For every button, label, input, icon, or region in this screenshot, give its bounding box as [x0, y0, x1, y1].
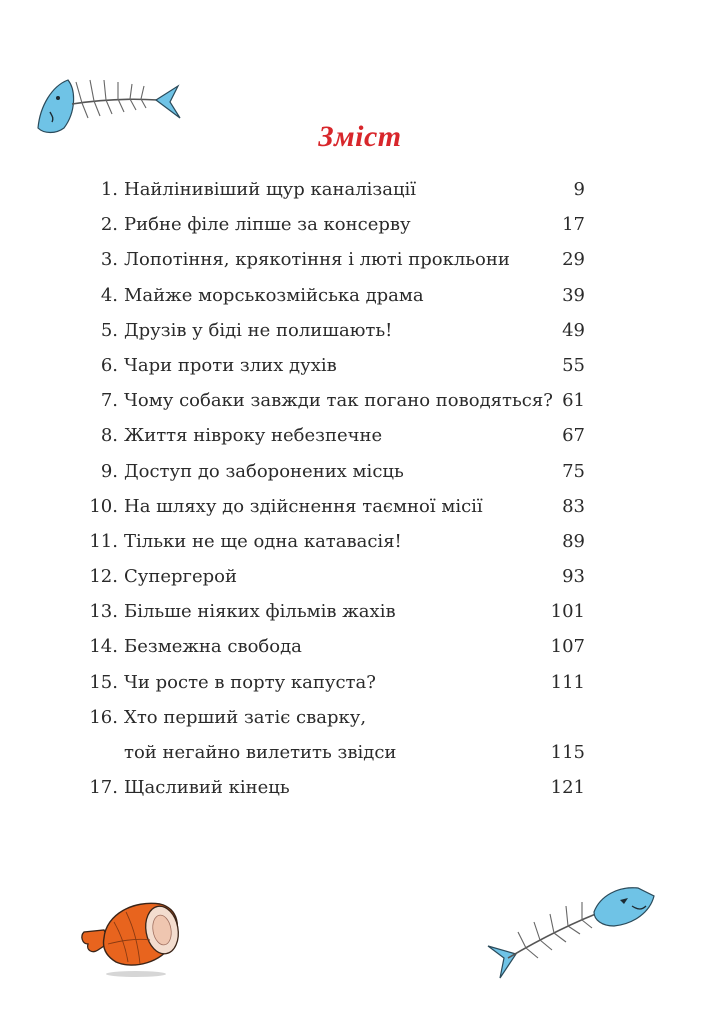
chapter-number: 3.	[100, 249, 118, 271]
table-of-contents	[85, 172, 585, 805]
ham-icon	[76, 892, 186, 982]
toc-entry	[85, 242, 585, 277]
page-number: 121	[550, 777, 585, 799]
page-title: Зміст	[318, 120, 402, 154]
toc-entry	[85, 418, 585, 453]
chapter-title: Майже морськозмійська драма	[124, 284, 424, 306]
page-number: 83	[562, 495, 585, 517]
chapter-title: Хто перший затіє сварку,	[124, 706, 367, 728]
chapter-title: Безмежна свобода	[124, 636, 302, 658]
page-number: 89	[562, 530, 585, 552]
toc-entry	[85, 313, 585, 348]
page-number: 29	[562, 249, 585, 271]
chapter-number: 14.	[89, 636, 118, 658]
chapter-number: 11.	[89, 530, 118, 552]
chapter-title: Лопотіння, крякотіння і люті прокльони	[124, 249, 510, 271]
chapter-number: 2.	[100, 214, 118, 236]
toc-entry	[85, 172, 585, 207]
chapter-number: 1.	[100, 179, 118, 200]
chapter-title: Чи росте в порту капуста?	[124, 671, 376, 693]
chapter-title: Найлінивіший щур каналізації	[124, 179, 417, 200]
page-number: 49	[562, 319, 585, 341]
chapter-title: На шляху до здійснення таємної місії	[124, 495, 483, 517]
page-number: 107	[550, 636, 585, 658]
toc-entry	[85, 454, 585, 489]
chapter-title: Друзів у біді не полишають!	[124, 319, 393, 341]
toc-entry	[85, 629, 585, 664]
page-number: 9	[573, 179, 585, 200]
chapter-number: 15.	[89, 671, 118, 693]
toc-entry	[85, 665, 585, 700]
page-number: 17	[562, 214, 585, 236]
chapter-title: Життя нівроку небезпечне	[124, 425, 383, 447]
toc-entry	[85, 700, 585, 735]
page-number: 55	[562, 354, 585, 376]
chapter-number: 6.	[100, 354, 118, 376]
page-number: 115	[550, 742, 585, 763]
chapter-number: 17.	[89, 777, 118, 799]
toc-entry	[85, 383, 585, 418]
page-number: 111	[550, 671, 585, 693]
chapter-title: Більше ніяких фільмів жахів	[124, 601, 396, 623]
chapter-number: 5.	[100, 319, 118, 341]
page-number: 61	[562, 390, 585, 412]
chapter-title: Чари проти злих духів	[124, 354, 337, 376]
toc-entry	[85, 559, 585, 594]
toc-entry	[85, 770, 585, 805]
toc-entry	[85, 278, 585, 313]
chapter-number: 13.	[89, 601, 118, 623]
chapter-number: 9.	[100, 460, 118, 482]
toc-entry	[85, 207, 585, 242]
fish-skeleton-icon	[482, 876, 662, 986]
chapter-number: 8.	[100, 425, 118, 447]
chapter-title: Щасливий кінець	[124, 777, 290, 799]
chapter-title: Тільки не ще одна катавасія!	[124, 530, 402, 552]
chapter-number: 12.	[89, 566, 118, 588]
chapter-number: 16.	[89, 706, 118, 728]
toc-entry	[85, 524, 585, 559]
page-number: 93	[562, 566, 585, 588]
chapter-title: той негайно вилетить звідси	[124, 742, 397, 763]
chapter-number: 4.	[100, 284, 118, 306]
chapter-title: Рибне філе ліпше за консерву	[124, 214, 411, 236]
page-number: 39	[562, 284, 585, 306]
toc-entry-continuation	[85, 735, 585, 770]
toc-entry	[85, 594, 585, 629]
page-number: 101	[550, 601, 585, 623]
page-number: 67	[562, 425, 585, 447]
toc-entry	[85, 348, 585, 383]
toc-entry	[85, 489, 585, 524]
chapter-number: 7.	[100, 390, 118, 412]
page-number: 75	[562, 460, 585, 482]
chapter-title: Супергерой	[124, 566, 237, 588]
chapter-title: Доступ до заборонених місць	[124, 460, 404, 482]
chapter-title: Чому собаки завжди так погано поводяться?	[124, 390, 553, 412]
chapter-number: 10.	[89, 495, 118, 517]
